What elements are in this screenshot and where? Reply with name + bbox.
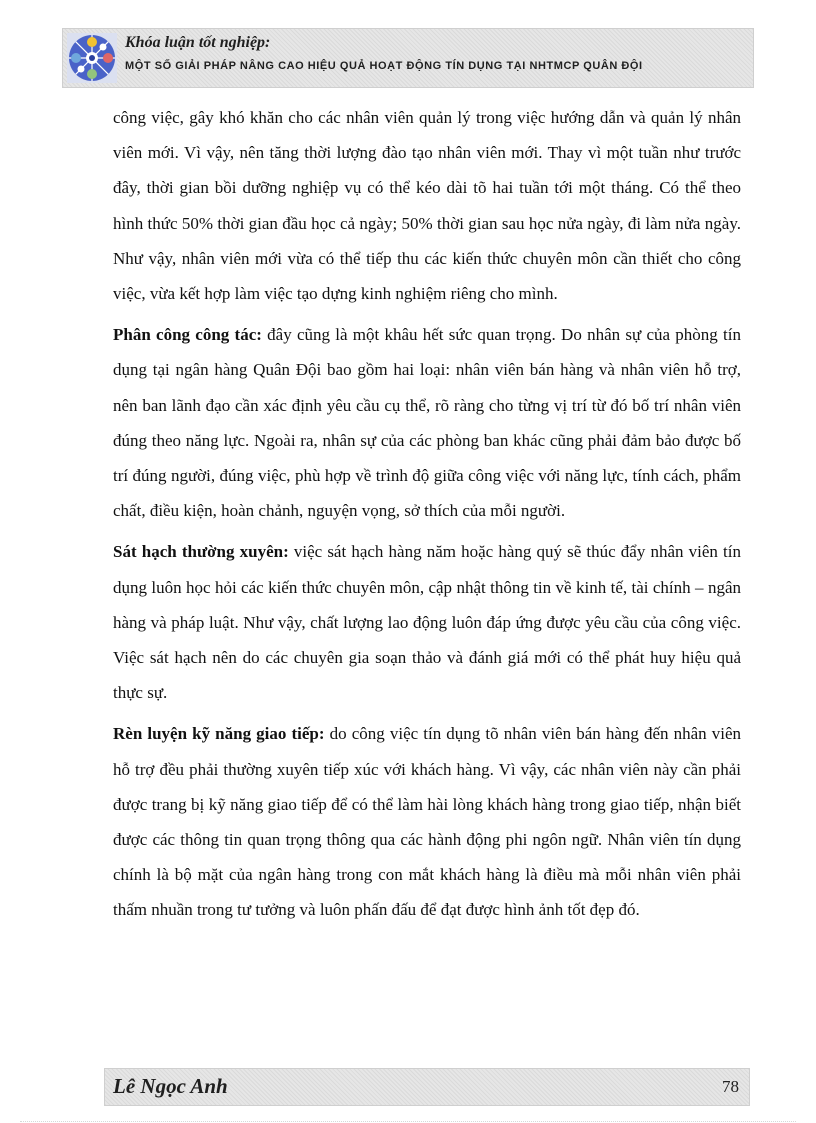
header-title: MỘT SỐ GIẢI PHÁP NÂNG CAO HIỆU QUẢ HOẠT ĐỘNG TÍN DỤNG TẠI NHTMCP QUÂN ĐỘI — [125, 60, 643, 72]
paragraph-4-text: do công việc tín dụng tõ nhân viên bán hàng đến nhân viên hỗ trợ đều phải thường xuyên tiếp xúc với khách hàng. Vì vậy, các nhân viên này cần phải được trang bị kỹ năng giao tiếp để có thể làm hài lòng khách hàng trong giao tiếp, nhận biết được các thông tin quan trọng thông qua các hành động phi ngôn ngữ. Nhân viên tín dụng chính là bộ mặt của ngân hàng trong con mắt khách hàng là điều mà mỗi nhân viên phải thấm nhuần trong tư tưởng và luôn phấn đấu để đạt được hình ảnh tốt đẹp đó. — [113, 724, 742, 920]
paragraph-3 — [113, 534, 741, 710]
paragraph-4-heading: Rèn luyện kỹ năng giao tiếp: — [113, 724, 325, 744]
decorative-logo-icon — [67, 33, 117, 83]
bottom-dotted-divider — [20, 1121, 796, 1122]
footer-author: Lê Ngọc Anh — [113, 1074, 228, 1098]
paragraph-1 — [113, 100, 741, 311]
paragraph-3-heading: Sát hạch thường xuyên: — [113, 542, 289, 562]
paragraph-2-text: đây cũng là một khâu hết sức quan trọng. Do nhân sự của phòng tín dụng tại ngân hàng Quân Đội bao gồm hai loại: nhân viên bán hàng và nhân viên hỗ trợ, nên ban lãnh đạo cần xác định yêu cầu cụ thể, rõ ràng cho từng vị trí từ đó bố trí nhân viên đúng theo năng lực. Ngoài ra, nhân sự của các phòng ban khác cũng phải đảm bảo được bố trí đúng người, đúng việc, phù hợp về trình độ giữa công việc với năng lực, tính cách, phẩm chất, điều kiện, hoàn chảnh, nguyện vọng, sở thích của mỗi người. — [113, 325, 741, 521]
paragraph-2-heading: Phân công công tác: — [113, 325, 262, 345]
page-footer — [104, 1068, 750, 1106]
page-header — [62, 28, 754, 88]
page-number: 78 — [722, 1077, 739, 1096]
paragraph-1-text: công việc, gây khó khăn cho các nhân viên quản lý trong việc hướng dẫn và quản lý nhân viên mới. Vì vậy, nên tăng thời lượng đào tạo nhân viên mới. Thay vì một tuần như trước đây, thời gian bồi dưỡng nghiệp vụ có thể kéo dài tõ hai tuần tới một tháng. Có thể theo hình thức 50% thời gian đầu học cả ngày; 50% thời gian sau học nửa ngày, đi làm nửa ngày. Như vậy, nhân viên mới vừa có thể tiếp thu các kiến thức chuyên môn cần thiết cho công việc, vừa kết hợp làm việc tạo dựng kinh nghiệm riêng cho mình. — [113, 108, 741, 304]
paragraph-4 — [113, 716, 741, 927]
header-subtitle: Khóa luận tốt nghiệp: — [125, 34, 271, 51]
page-body — [113, 100, 741, 934]
paragraph-2 — [113, 317, 741, 528]
paragraph-3-text: việc sát hạch hàng năm hoặc hàng quý sẽ thúc đẩy nhân viên tín dụng luôn học hỏi các kiến thức chuyên môn, cập nhật thông tin về kinh tế, tài chính – ngân hàng và pháp luật. Như vậy, chất lượng lao động luôn đáp ứng được yêu cầu của công việc. Việc sát hạch nên do các chuyên gia soạn thảo và đánh giá mới có thể phát huy hiệu quả thực sự. — [113, 542, 741, 703]
